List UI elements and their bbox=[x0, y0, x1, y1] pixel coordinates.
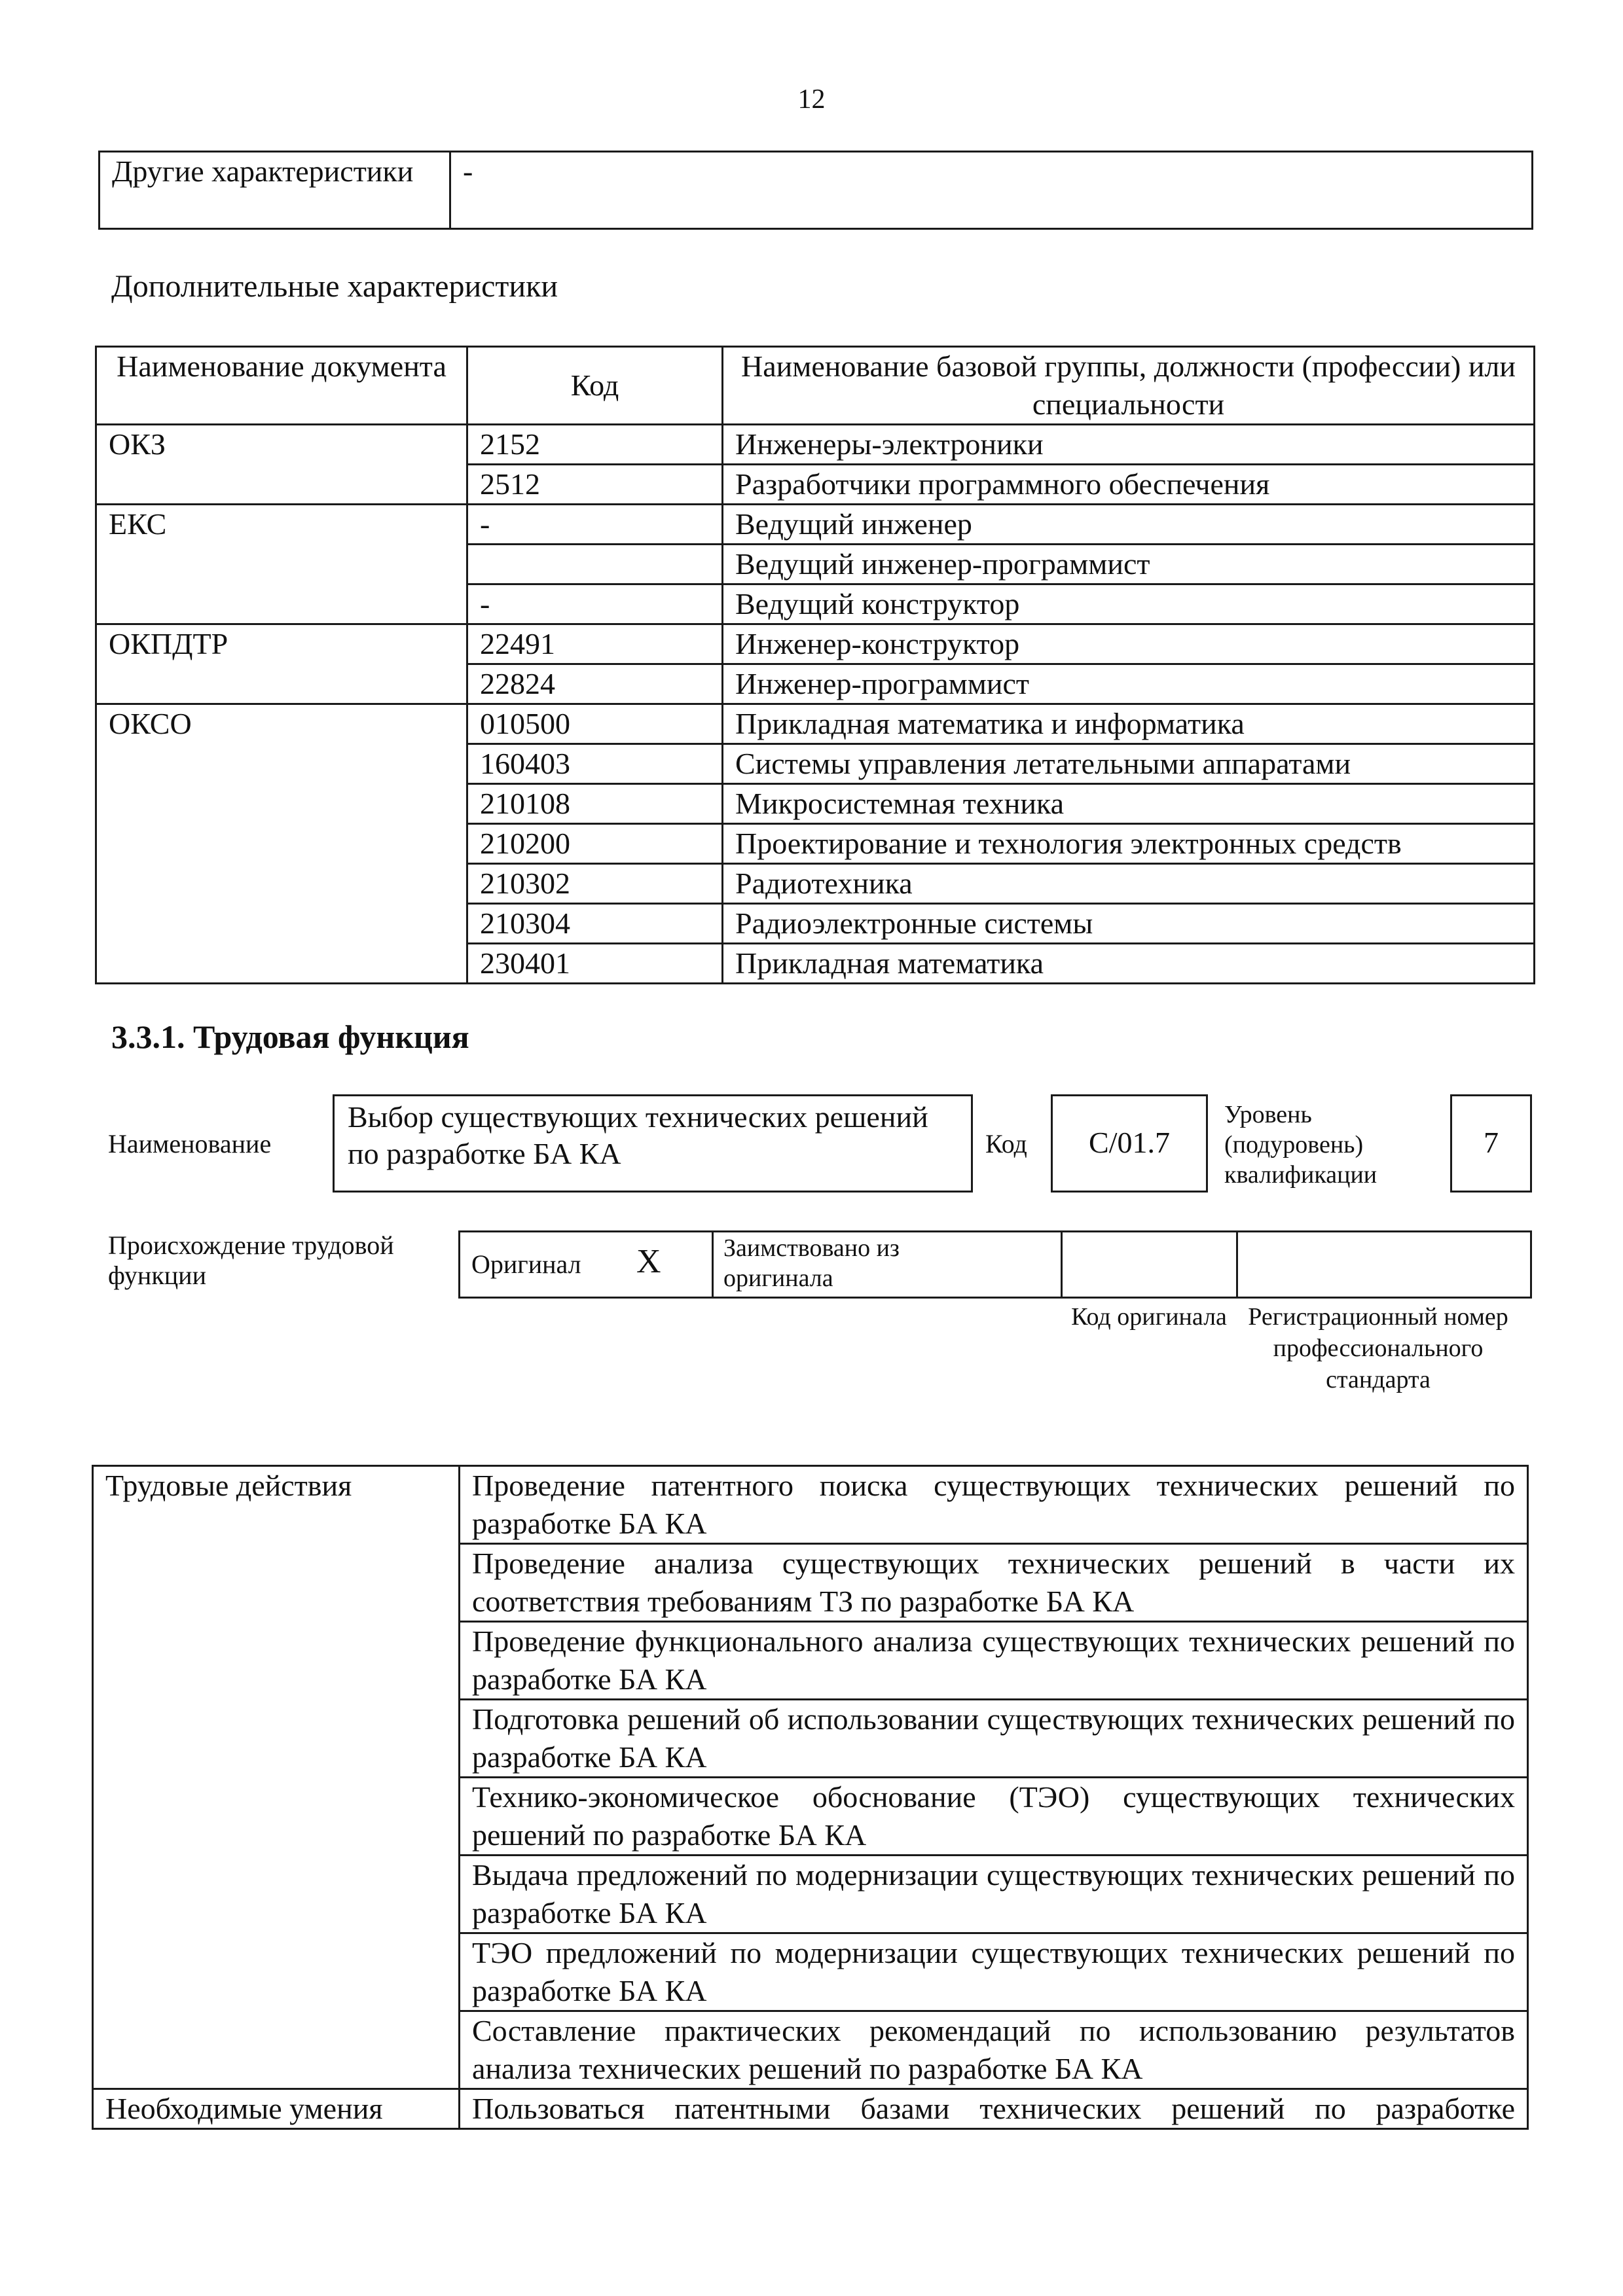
code-cell: - bbox=[467, 584, 723, 624]
code-cell: 210302 bbox=[467, 864, 723, 904]
origin-borrowed-label: Заимствовано из оригинала bbox=[723, 1234, 900, 1292]
code-cell: - bbox=[467, 505, 723, 545]
code-cell: 210304 bbox=[467, 904, 723, 944]
code-cell: 210108 bbox=[467, 784, 723, 824]
other-characteristics-label: Другие характеристики bbox=[100, 152, 450, 229]
skills-label: Необходимые умения bbox=[93, 2089, 460, 2129]
name-cell: Ведущий инженер-программист bbox=[723, 545, 1535, 584]
name-cell: Системы управления летательными аппаратами bbox=[723, 744, 1535, 784]
function-code-label: Код bbox=[985, 1129, 1027, 1158]
code-cell: 2152 bbox=[467, 425, 723, 465]
code-cell: 2512 bbox=[467, 465, 723, 505]
table-row bbox=[96, 704, 1535, 744]
header-document: Наименование документа bbox=[96, 347, 467, 425]
additional-characteristics-title: Дополнительные характеристики bbox=[111, 269, 558, 304]
origin-code-caption: Код оригинала bbox=[1071, 1303, 1227, 1331]
function-name-value: Выбор существующих технических решений по разработке БА КА bbox=[348, 1100, 928, 1170]
table-row bbox=[93, 1466, 1528, 1544]
name-cell: Инженеры-электроники bbox=[723, 425, 1535, 465]
page-number: 12 bbox=[797, 84, 826, 115]
name-cell: Прикладная математика bbox=[723, 944, 1535, 984]
code-cell: 230401 bbox=[467, 944, 723, 984]
code-cell: 22824 bbox=[467, 664, 723, 704]
labor-action-item: Выдача предложений по модернизации существующих технических решений по разработке БА КА bbox=[460, 1856, 1528, 1933]
labor-actions-label: Трудовые действия bbox=[93, 1466, 460, 2089]
header-name: Наименование базовой группы, должности (профессии) или специальности bbox=[723, 347, 1535, 425]
document-cell: ЕКС bbox=[96, 505, 467, 624]
code-cell: 22491 bbox=[467, 624, 723, 664]
function-code-box bbox=[1051, 1094, 1208, 1193]
function-code-value: С/01.7 bbox=[1089, 1126, 1170, 1159]
origin-original-mark: X bbox=[636, 1243, 661, 1280]
labor-action-item: Составление практических рекомендаций по использованию результатов анализа технических решений по разработке БА КА bbox=[460, 2011, 1528, 2089]
qualification-level-label: Уровень (подуровень) квалификации bbox=[1224, 1101, 1377, 1189]
origin-divider-2 bbox=[1061, 1230, 1063, 1299]
function-name-box bbox=[333, 1094, 973, 1193]
name-cell: Микросистемная техника bbox=[723, 784, 1535, 824]
origin-registration-caption: Регистрационный номер профессионального стандарта bbox=[1248, 1303, 1508, 1393]
additional-characteristics-table bbox=[95, 346, 1535, 984]
name-cell: Ведущий конструктор bbox=[723, 584, 1535, 624]
table-row bbox=[96, 624, 1535, 664]
labor-action-item: Подготовка решений об использовании существующих технических решений по разработке БА КА bbox=[460, 1700, 1528, 1778]
table-row bbox=[93, 2089, 1528, 2129]
table-row bbox=[96, 425, 1535, 465]
header-code: Код bbox=[467, 347, 723, 425]
origin-original-label: Оригинал bbox=[471, 1249, 581, 1279]
origin-label: Происхождение трудовой функции bbox=[108, 1230, 394, 1290]
name-cell: Разработчики программного обеспечения bbox=[723, 465, 1535, 505]
qualification-level-value: 7 bbox=[1484, 1126, 1499, 1159]
code-cell bbox=[467, 545, 723, 584]
other-characteristics-table bbox=[98, 151, 1533, 230]
origin-box bbox=[458, 1230, 1532, 1299]
labor-action-item: ТЭО предложений по модернизации существующих технических решений по разработке БА КА bbox=[460, 1933, 1528, 2011]
labor-action-item: Проведение анализа существующих технических решений в части их соответствия требованиям ТЗ по разработке БА КА bbox=[460, 1544, 1528, 1622]
labor-action-item: Проведение патентного поиска существующих технических решений по разработке БА КА bbox=[460, 1466, 1528, 1544]
code-cell: 010500 bbox=[467, 704, 723, 744]
labor-action-item: Технико-экономическое обоснование (ТЭО) существующих технических решений по разработке БА КА bbox=[460, 1778, 1528, 1856]
origin-divider-3 bbox=[1236, 1230, 1238, 1299]
code-cell: 210200 bbox=[467, 824, 723, 864]
name-cell: Инженер-программист bbox=[723, 664, 1535, 704]
name-cell: Проектирование и технология электронных средств bbox=[723, 824, 1535, 864]
document-cell: ОКЗ bbox=[96, 425, 467, 505]
qualification-level-box bbox=[1450, 1094, 1532, 1193]
code-cell: 160403 bbox=[467, 744, 723, 784]
name-cell: Прикладная математика и информатика bbox=[723, 704, 1535, 744]
name-cell: Радиоэлектронные системы bbox=[723, 904, 1535, 944]
labor-action-item: Проведение функционального анализа существующих технических решений по разработке БА КА bbox=[460, 1622, 1528, 1700]
section-title: 3.3.1. Трудовая функция bbox=[111, 1018, 469, 1055]
function-name-label: Наименование bbox=[108, 1129, 272, 1158]
document-cell: ОКСО bbox=[96, 704, 467, 984]
table-row bbox=[96, 505, 1535, 545]
origin-divider-1 bbox=[712, 1230, 714, 1299]
other-characteristics-value: - bbox=[450, 152, 1533, 229]
labor-actions-table bbox=[92, 1465, 1529, 2130]
name-cell: Ведущий инженер bbox=[723, 505, 1535, 545]
document-cell: ОКПДТР bbox=[96, 624, 467, 704]
name-cell: Радиотехника bbox=[723, 864, 1535, 904]
skills-item: Пользоваться патентными базами технических решений по разработке bbox=[460, 2089, 1528, 2129]
name-cell: Инженер-конструктор bbox=[723, 624, 1535, 664]
